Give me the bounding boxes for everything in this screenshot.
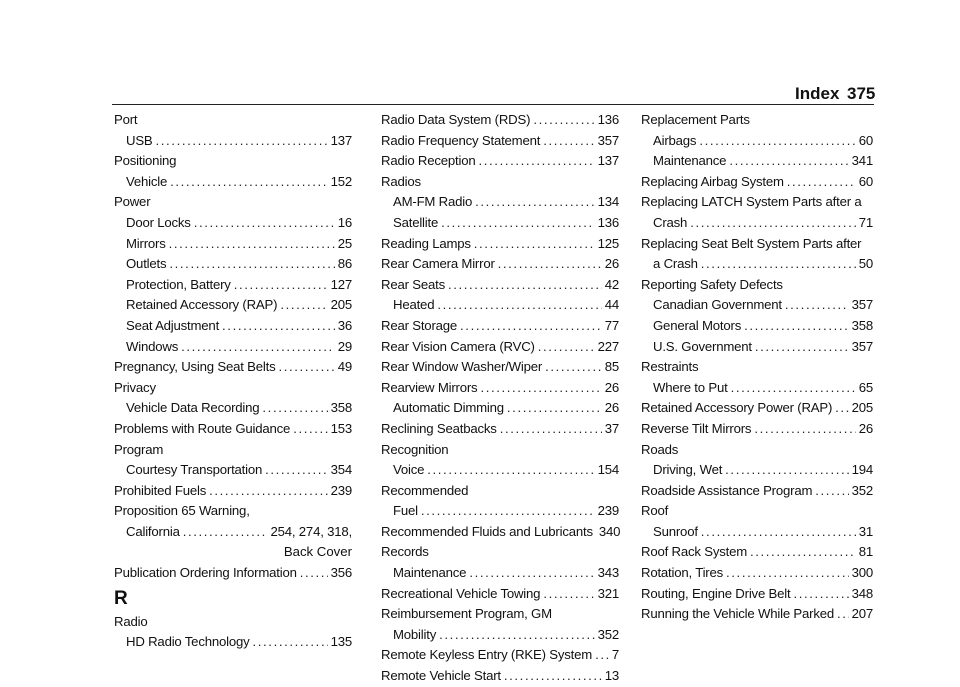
index-entry: Remote Keyless Entry (RKE) System ..... 7 (381, 645, 619, 666)
index-entry: Protection, Battery ..... 127 (114, 275, 352, 296)
index-heading: Reporting Safety Defects (641, 276, 783, 292)
index-entry: Windows ..... 29 (114, 337, 352, 358)
index-heading: Positioning (114, 153, 177, 169)
index-entry: Remote Vehicle Start ..... 13 (381, 666, 619, 687)
index-entry: Crash ..... 71 (641, 213, 873, 234)
index-entry: Recommended Fluids and Lubricants 340 (381, 523, 621, 539)
index-entry: Satellite ..... 136 (381, 213, 619, 234)
index-entry: Maintenance ..... 343 (381, 563, 619, 584)
index-column-1 (114, 110, 352, 653)
index-entry: Heated ..... 44 (381, 295, 619, 316)
index-heading: Replacing LATCH System Parts after a (641, 194, 862, 210)
index-entry: USB ..... 137 (114, 131, 352, 152)
index-entry: Reading Lamps ..... 125 (381, 234, 619, 255)
index-heading: Proposition 65 Warning, (114, 503, 250, 519)
index-entry: Mirrors ..... 25 (114, 234, 352, 255)
index-heading: Power (114, 194, 151, 210)
index-heading: Port (114, 112, 138, 127)
index-entry: Radio Frequency Statement ..... 357 (381, 131, 619, 152)
index-entry: General Motors ..... 358 (641, 316, 873, 337)
index-entry: HD Radio Technology ..... 135 (114, 632, 352, 653)
index-entry: Automatic Dimming ..... 26 (381, 398, 619, 419)
index-entry: AM-FM Radio ..... 134 (381, 192, 619, 213)
index-entry: Outlets ..... 86 (114, 254, 352, 275)
index-entry: Seat Adjustment ..... 36 (114, 316, 352, 337)
index-entry: Voice ..... 154 (381, 460, 619, 481)
index-entry: Routing, Engine Drive Belt ..... 348 (641, 584, 873, 605)
index-entry: Retained Accessory (RAP) ..... 205 (114, 295, 352, 316)
index-entry: Running the Vehicle While Parked ..... 207 (641, 604, 873, 625)
index-entry: Rear Storage ..... 77 (381, 316, 619, 337)
index-entry: Rear Seats ..... 42 (381, 275, 619, 296)
index-entry: Replacing Airbag System ..... 60 (641, 172, 873, 193)
index-entry: Rear Window Washer/Wiper ..... 85 (381, 357, 619, 378)
index-entry: Retained Accessory Power (RAP) ..... 205 (641, 398, 873, 419)
index-heading: Recognition (381, 441, 449, 457)
index-entry: Canadian Government ..... 357 (641, 295, 873, 316)
header-page-number: 375 (847, 84, 876, 103)
index-entry: Rearview Mirrors ..... 26 (381, 378, 619, 399)
index-heading: Reimbursement Program, GM (381, 606, 552, 622)
index-heading: Radio (114, 613, 148, 629)
index-entry: Sunroof ..... 31 (641, 522, 873, 543)
section-letter: R (114, 587, 128, 609)
index-entry: California ..... 254, 274, 318, (114, 522, 352, 543)
index-entry: Vehicle ..... 152 (114, 172, 352, 193)
index-entry: U.S. Government ..... 357 (641, 337, 873, 358)
index-entry: Vehicle Data Recording ..... 358 (114, 398, 352, 419)
index-entry: Radio Data System (RDS) ..... 136 (381, 110, 619, 131)
index-heading: Privacy (114, 379, 156, 395)
index-heading: Replacement Parts (641, 112, 750, 127)
index-entry: Where to Put ..... 65 (641, 378, 873, 399)
index-entry: Prohibited Fuels ..... 239 (114, 481, 352, 502)
index-continuation: Back Cover (283, 544, 352, 560)
index-entry: Radio Reception ..... 137 (381, 151, 619, 172)
index-entry: Publication Ordering Information ..... 356 (114, 563, 352, 584)
index-entry: Door Locks ..... 16 (114, 213, 352, 234)
index-entry: Fuel ..... 239 (381, 501, 619, 522)
index-heading: Radios (381, 173, 421, 189)
index-entry: Reclining Seatbacks ..... 37 (381, 419, 619, 440)
header-rule (112, 104, 874, 105)
index-entry: Reverse Tilt Mirrors ..... 26 (641, 419, 873, 440)
index-entry: Roadside Assistance Program ..... 352 (641, 481, 873, 502)
index-heading: Restraints (641, 359, 699, 375)
index-entry: Airbags ..... 60 (641, 131, 873, 152)
header-title: Index (795, 84, 840, 103)
index-entry: Mobility ..... 352 (381, 625, 619, 646)
index-entry: Rear Camera Mirror ..... 26 (381, 254, 619, 275)
index-entry: Rotation, Tires ..... 300 (641, 563, 873, 584)
index-entry: Maintenance ..... 341 (641, 151, 873, 172)
index-entry: Recreational Vehicle Towing ..... 321 (381, 584, 619, 605)
index-entry: a Crash ..... 50 (641, 254, 873, 275)
index-entry: Problems with Route Guidance ..... 153 (114, 419, 352, 440)
index-heading: Records (381, 544, 429, 560)
index-heading: Roof (641, 503, 669, 519)
index-column-2 (381, 110, 619, 687)
index-heading: Replacing Seat Belt System Parts after (641, 235, 862, 251)
index-entry: Rear Vision Camera (RVC) ..... 227 (381, 337, 619, 358)
index-entry: Pregnancy, Using Seat Belts ..... 49 (114, 357, 352, 378)
index-column-3 (641, 110, 873, 625)
index-entry: Roof Rack System ..... 81 (641, 542, 873, 563)
index-entry: Courtesy Transportation ..... 354 (114, 460, 352, 481)
page-header (0, 84, 960, 106)
index-heading: Program (114, 441, 164, 457)
index-heading: Roads (641, 441, 679, 457)
index-entry: Driving, Wet ..... 194 (641, 460, 873, 481)
index-heading: Recommended (381, 482, 469, 498)
